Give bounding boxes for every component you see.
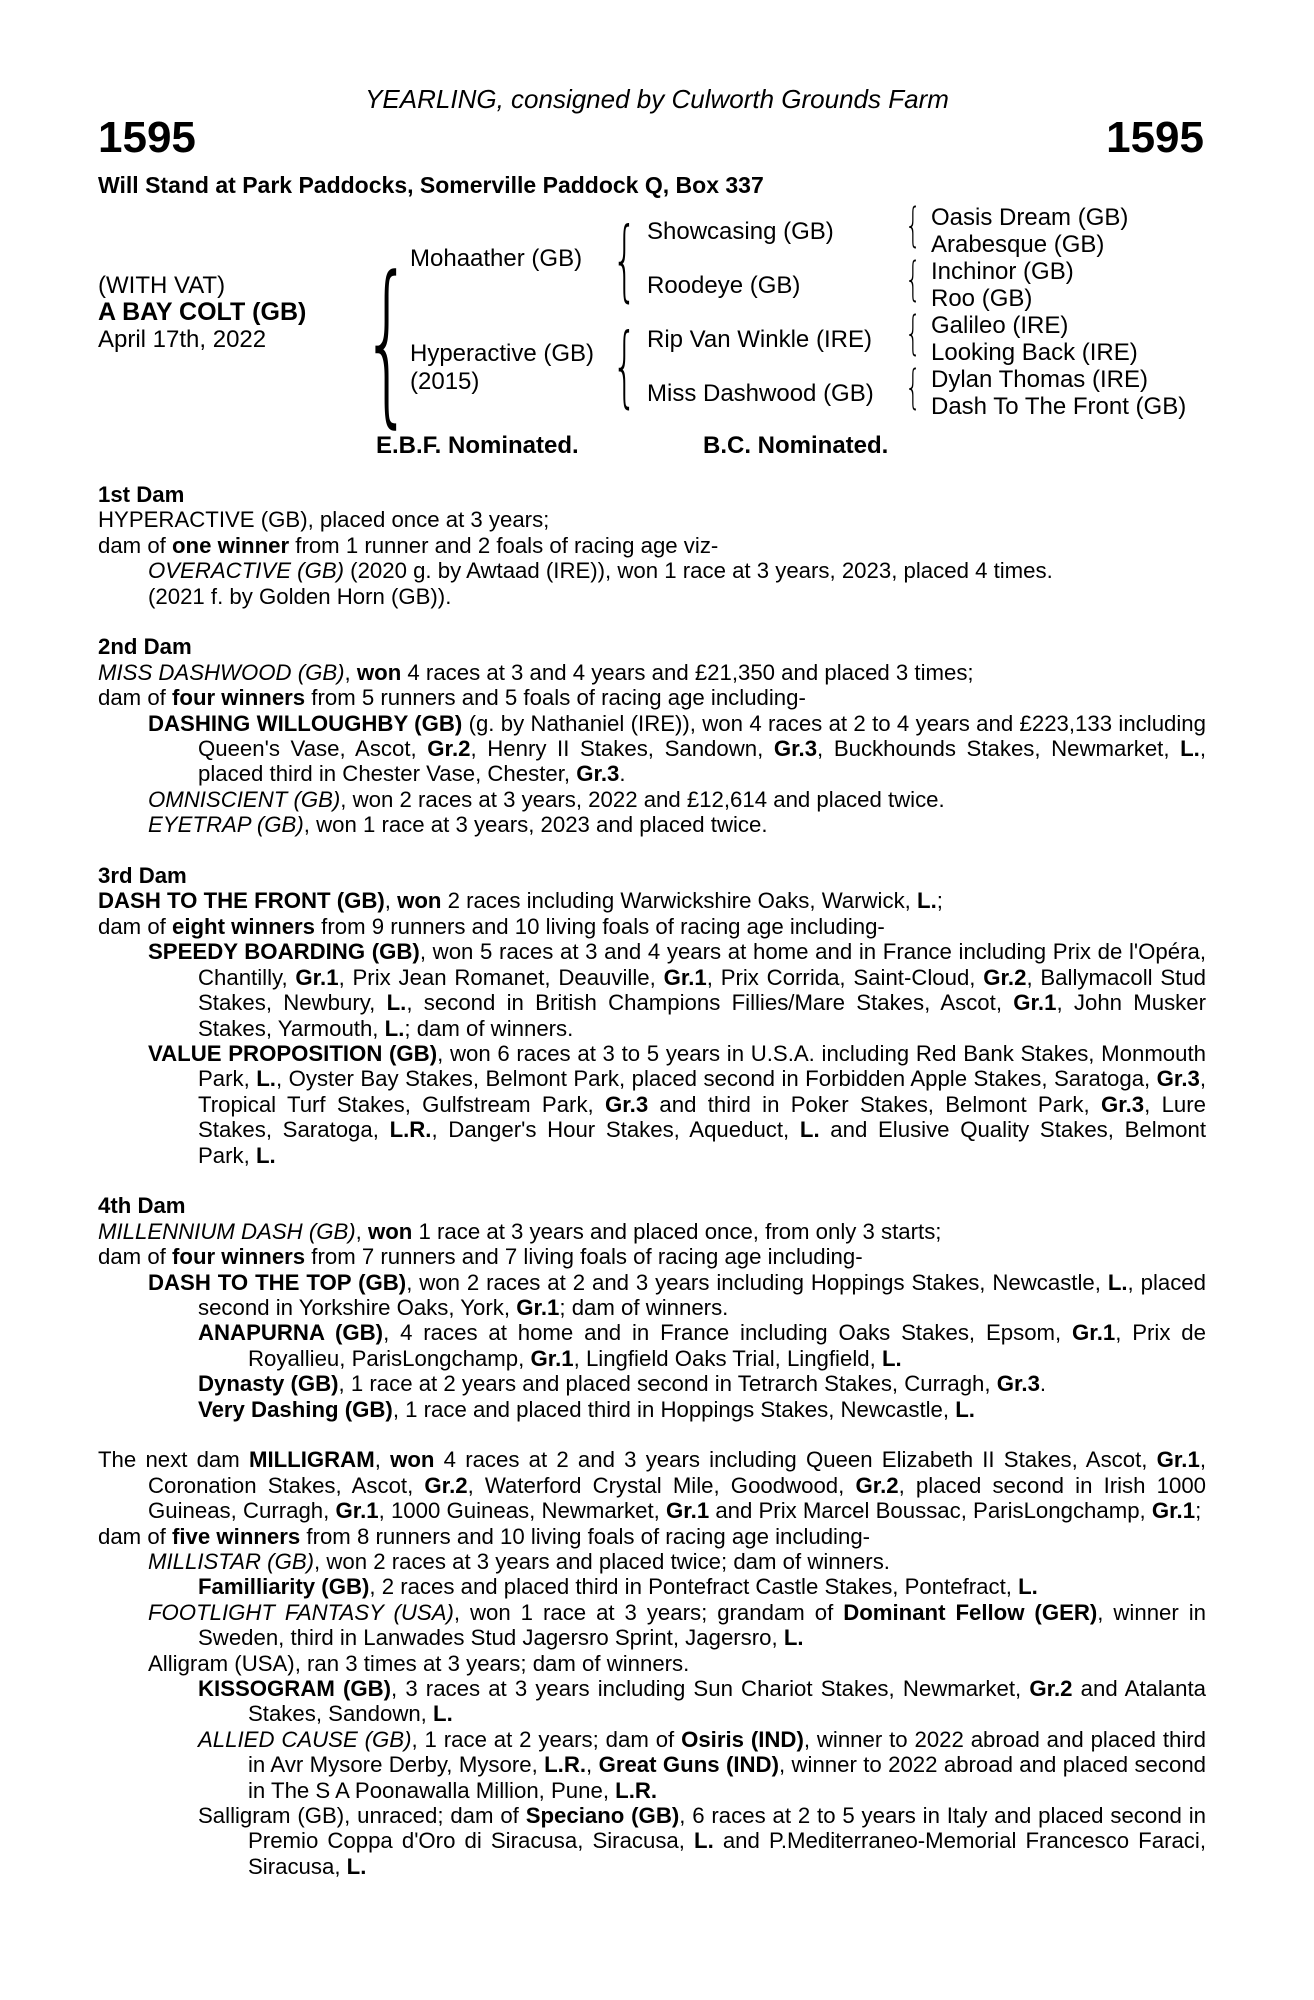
dam-dam: Miss Dashwood (GB) (647, 380, 874, 407)
dam1-line: HYPERACTIVE (GB), placed once at 3 years; (98, 507, 550, 533)
dam4-offspring-3: Dynasty (GB), 1 race at 2 years and placed second in Tetrarch Stakes, Curragh, Gr.3. (198, 1371, 1047, 1397)
dam1-offspring-2: (2021 f. by Golden Horn (GB)). (148, 583, 452, 609)
dam4-offspring-4: Very Dashing (GB), 1 race and placed third in Hoppings Stakes, Newcastle, L. (198, 1396, 975, 1422)
brace-sd: { (905, 252, 922, 306)
dam4-offspring-2: ANAPURNA (GB), 4 races at home and in France including Oaks Stakes, Epsom, Gr.1, Prix de Royallieu, ParisLongchamp, Gr.1, Lingfield Oaks Trial, Lingfield, L. (198, 1320, 1206, 1371)
next-offspring-3b: ALLIED CAUSE (GB), 1 race at 2 years; dam of Osiris (IND), winner to 2022 abroad and placed third in Avr Mysore Derby, Mysore, L.R., Great Guns (IND), winner to 2022 abroad and placed second in The S A Poonawalla Million, Pune, L.R. (198, 1726, 1206, 1803)
dam3-offspring-2: VALUE PROPOSITION (GB), won 6 races at 3 to 5 years in U.S.A. including Red Bank Stakes, Monmouth Park, L., Oyster Bay Stakes, Belmont Park, placed second in Forbidden Apple Stakes, Saratoga, Gr.3, Tropical Turf Stakes, Gulfstream Park, Gr.3 and third in Poker Stakes, Belmont Park, Gr.3, Lure Stakes, Saratoga, L.R., Danger's Hour Stakes, Aqueduct, L. and Elusive Quality Stakes, Belmont Park, L. (148, 1040, 1206, 1168)
sire-sire: Showcasing (GB) (647, 218, 834, 245)
dam1-produce-summary: dam of one winner from 1 runner and 2 foals of racing age viz- (98, 532, 719, 558)
gg-6: Looking Back (IRE) (931, 339, 1138, 366)
dam-name: Hyperactive (GB) (410, 340, 595, 367)
next-offspring-3: Alligram (USA), ran 3 times at 3 years; dam of winners. (148, 1650, 690, 1676)
next-offspring-3a: KISSOGRAM (GB), 3 races at 3 years including Sun Chariot Stakes, Newmarket, Gr.2 and Atalanta Stakes, Sandown, L. (198, 1676, 1206, 1727)
lot-number-left: 1595 (98, 113, 196, 162)
foaling-date: April 17th, 2022 (98, 326, 267, 353)
next-offspring-3c: Salligram (GB), unraced; dam of Speciano (GB), 6 races at 2 to 5 years in Italy and placed second in Premio Coppa d'Oro di Siracusa, Siracusa, L. and P.Mediterraneo-Memorial Francesco Faraci, Siracusa, L. (198, 1803, 1207, 1879)
dam-sire: Rip Van Winkle (IRE) (647, 326, 872, 353)
dam-year: (2015) (410, 368, 480, 395)
dam2-offspring-2: OMNISCIENT (GB), won 2 races at 3 years, 2022 and £12,614 and placed twice. (148, 786, 945, 812)
sire-name: Mohaather (GB) (410, 245, 583, 272)
brace-main: { (362, 239, 413, 444)
gg-5: Galileo (IRE) (931, 312, 1069, 339)
gg-4: Roo (GB) (931, 285, 1033, 312)
brace-ss: { (905, 198, 922, 252)
sire-dam: Roodeye (GB) (647, 272, 801, 299)
vat-note: (WITH VAT) (98, 272, 226, 299)
next-offspring-2: FOOTLIGHT FANTASY (USA), won 1 race at 3 years; grandam of Dominant Fellow (GER), winner in Sweden, third in Lanwades Stud Jagersro Sprint, Jagersro, L. (148, 1599, 1206, 1651)
produce-record (98, 482, 1206, 1879)
dam1-heading: 1st Dam (98, 482, 185, 507)
lot-number-right: 1595 (1106, 113, 1204, 162)
dam3-line: DASH TO THE FRONT (GB), won 2 races including Warwickshire Oaks, Warwick, L.; (98, 888, 943, 914)
dam4-heading: 4th Dam (98, 1193, 186, 1219)
dam2-produce-summary: dam of four winners from 5 runners and 5 foals of racing age including- (98, 685, 806, 711)
gg-2: Arabesque (GB) (931, 231, 1105, 258)
dam4-line: MILLENNIUM DASH (GB), won 1 race at 3 years and placed once, from only 3 starts; (98, 1218, 942, 1244)
dam3-offspring-1: SPEEDY BOARDING (GB), won 5 races at 3 and 4 years at home and in France including Prix de l'Opéra, Chantilly, Gr.1, Prix Jean Romanet, Deauville, Gr.1, Prix Corrida, Saint-Cloud, Gr.2, Ballymacoll Stud Stakes, Newbury, L., second in British Champions Fillies/Mare Stakes, Ascot, Gr.1, John Musker Stakes, Yarmouth, L.; dam of winners. (148, 939, 1207, 1041)
next-offspring-1a: Familliarity (GB), 2 races and placed third in Pontefract Castle Stakes, Pontefract, L. (198, 1574, 1038, 1600)
brace-dam: { (612, 314, 638, 417)
next-offspring-1: MILLISTAR (GB), won 2 races at 3 years and placed twice; dam of winners. (148, 1549, 890, 1574)
gg-3: Inchinor (GB) (931, 258, 1074, 285)
next-dam-produce-summary: dam of five winners from 8 runners and 10 living foals of racing age including- (98, 1523, 871, 1549)
consignment-line: YEARLING, consigned by Culworth Grounds Farm (365, 84, 949, 114)
gg-1: Oasis Dream (GB) (931, 204, 1129, 231)
gg-8: Dash To The Front (GB) (931, 393, 1187, 420)
gg-7: Dylan Thomas (IRE) (931, 366, 1148, 393)
next-dam-line: The next dam MILLIGRAM, won 4 races at 2 and 3 years including Queen Elizabeth II Stakes, Ascot, Gr.1, Coronation Stakes, Ascot, Gr.2, Waterford Crystal Mile, Goodwood, Gr.2, placed second in Irish 1000 Guineas, Curragh, Gr.1, 1000 Guineas, Newmarket, Gr.1 and Prix Marcel Boussac, ParisLongchamp, Gr.1; (98, 1447, 1206, 1524)
dam3-produce-summary: dam of eight winners from 9 runners and 10 living foals of racing age including- (98, 913, 885, 939)
dam2-line: MISS DASHWOOD (GB), won 4 races at 3 and 4 years and £21,350 and placed 3 times; (98, 659, 974, 685)
brace-ds: { (905, 306, 922, 360)
brace-dd: { (905, 360, 922, 414)
brace-sire: { (612, 208, 638, 311)
dam4-produce-summary: dam of four winners from 7 runners and 7 living foals of racing age including- (98, 1244, 863, 1270)
dam1-offspring-1: OVERACTIVE (GB) (2020 g. by Awtaad (IRE)), won 1 race at 3 years, 2023, placed 4 times. (148, 558, 1053, 584)
stand-location: Will Stand at Park Paddocks, Somerville Paddock Q, Box 337 (98, 172, 764, 198)
dam2-offspring-3: EYETRAP (GB), won 1 race at 3 years, 2023 and placed twice. (148, 812, 768, 838)
bc-nominated: B.C. Nominated. (703, 432, 889, 459)
dam2-offspring-1: DASHING WILLOUGHBY (GB) (g. by Nathaniel (IRE)), won 4 races at 2 to 4 years and £223,133 including Queen's Vase, Ascot, Gr.2, Henry II Stakes, Sandown, Gr.3, Buckhounds Stakes, Newmarket, L., placed third in Chester Vase, Chester, Gr.3. (148, 710, 1207, 787)
dam3-heading: 3rd Dam (98, 863, 187, 889)
lot-name: A BAY COLT (GB) (98, 298, 307, 326)
ebf-nominated: E.B.F. Nominated. (376, 432, 579, 459)
dam2-heading: 2nd Dam (98, 634, 192, 660)
dam4-offspring-1: DASH TO THE TOP (GB), won 2 races at 2 and 3 years including Hoppings Stakes, Newcastle, L., placed second in Yorkshire Oaks, York, Gr.1; dam of winners. (148, 1269, 1206, 1320)
